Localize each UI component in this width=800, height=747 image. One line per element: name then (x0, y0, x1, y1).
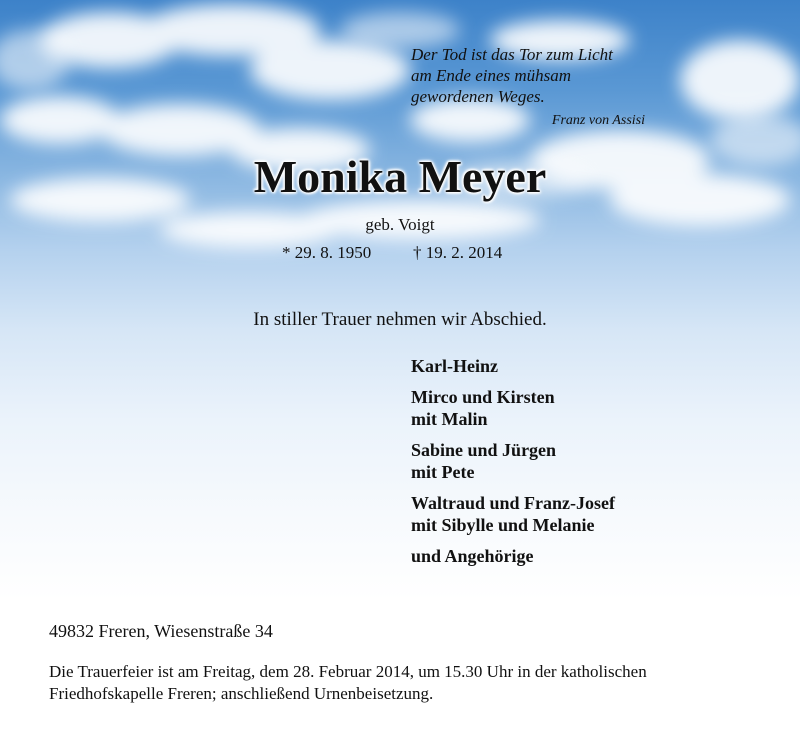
mourner-line: Waltraud und Franz-Josef (411, 493, 616, 513)
mourner-line: mit Malin (411, 409, 488, 429)
mourner-entry (411, 545, 771, 567)
mourner-entry (411, 355, 771, 377)
quote-line: am Ende eines mühsam (411, 66, 572, 85)
quote-line: Der Tod ist das Tor zum Licht (411, 45, 613, 64)
birth-date: * 29. 8. 1950 (282, 243, 372, 262)
mourner-line: mit Sibylle und Melanie (411, 515, 595, 535)
quote-author: Franz von Assisi (551, 113, 645, 128)
mourner-line: und Angehörige (411, 546, 534, 566)
mourner-line: Sabine und Jürgen (411, 440, 557, 460)
mourner-entry (411, 492, 771, 536)
mourner-entry (411, 439, 771, 483)
quote (411, 44, 651, 131)
farewell-text: In stiller Trauer nehmen wir Abschied. (253, 309, 547, 330)
mourners-list (411, 355, 771, 576)
service-line: Friedhofskapelle Freren; anschließend Urnenbeisetzung. (49, 684, 434, 703)
quote-line: gewordenen Weges. (411, 87, 545, 106)
mourner-line: Mirco und Kirsten (411, 387, 555, 407)
service-info (49, 661, 769, 705)
address: 49832 Freren, Wiesenstraße 34 (49, 621, 273, 641)
service-line: Die Trauerfeier ist am Freitag, dem 28. Februar 2014, um 15.30 Uhr in der katholischen (49, 662, 647, 681)
death-date: † 19. 2. 2014 (413, 243, 503, 262)
deceased-name: Monika Meyer (253, 151, 547, 202)
birth-name: geb. Voigt (365, 215, 435, 234)
mourner-entry (411, 386, 771, 430)
mourner-line: Karl-Heinz (411, 356, 498, 376)
mourner-line: mit Pete (411, 462, 475, 482)
